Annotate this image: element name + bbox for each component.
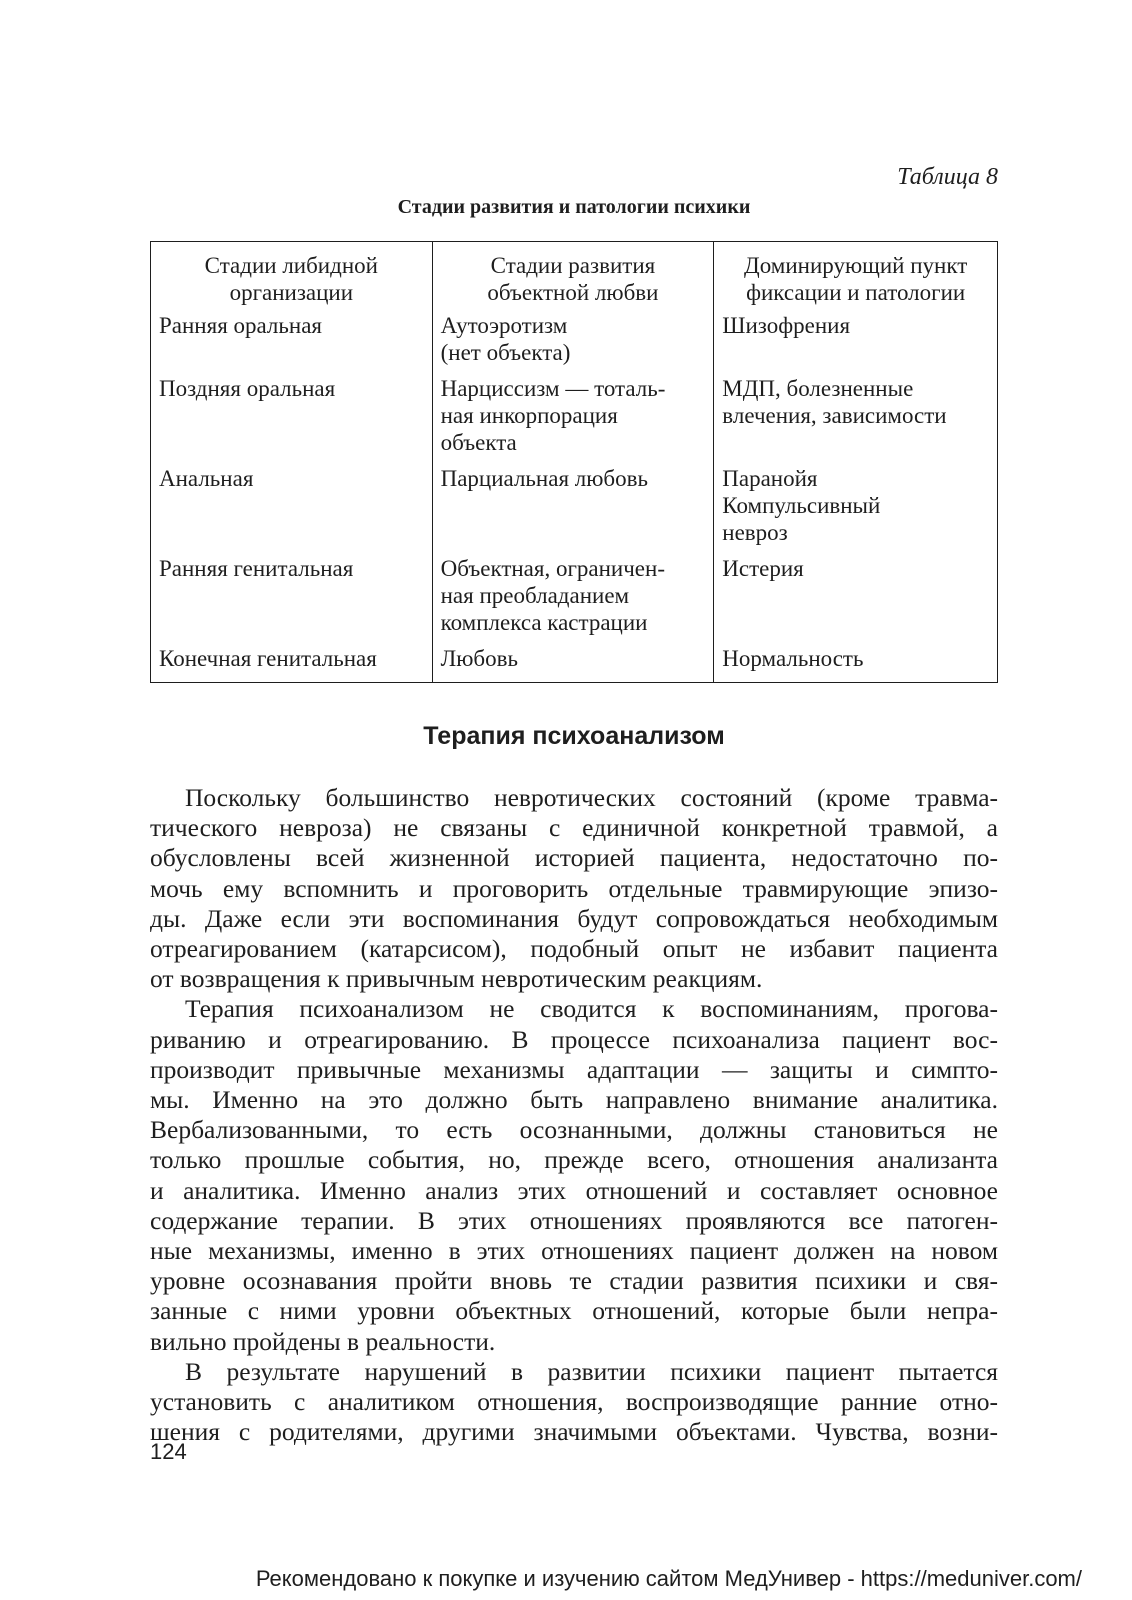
body-line: отреагированием (катарсисом), подобный опыт не избавит пациента — [150, 934, 998, 964]
cell-text: Анальная — [159, 466, 254, 491]
table-cell — [432, 555, 714, 645]
table-cell — [151, 645, 433, 683]
body-line: ды. Даже если эти воспоминания будут сопровождаться необходимым — [150, 903, 998, 933]
body-line: тического невроза) не связаны с единичной конкретной травмой, а — [150, 813, 998, 843]
table-cell — [432, 465, 714, 555]
body-line: занные с ними уровни объектных отношений, которые были непра- — [150, 1296, 998, 1326]
body-line: производит привычные механизмы адаптации — защиты и симпто- — [150, 1054, 998, 1084]
table-cell — [714, 375, 998, 465]
header-text: объектной любви — [487, 280, 659, 305]
body-line: шения с родителями, другими значимыми объектами. Чувства, возни- — [150, 1417, 998, 1447]
table-row — [151, 645, 998, 683]
header-text: организации — [229, 280, 354, 305]
header-cell-object-love — [432, 242, 714, 313]
table-row — [151, 375, 998, 465]
body-line: установить с аналитиком отношения, воспроизводящие ранние отно- — [150, 1387, 998, 1417]
cell-text: Конечная генитальная — [159, 646, 377, 671]
header-text: фиксации и патологии — [746, 280, 966, 305]
cell-text: комплекса кастрации — [440, 610, 648, 635]
table-row — [151, 465, 998, 555]
cell-text: МДП, болезненные — [722, 376, 914, 401]
table-header-row — [151, 242, 998, 313]
header-text: Доминирующий пункт — [744, 253, 968, 278]
body-line: вильно пройдены в реальности. — [150, 1326, 496, 1356]
table-cell — [714, 645, 998, 683]
cell-text: Истерия — [722, 556, 804, 581]
cell-text: влечения, зависимости — [722, 403, 947, 428]
header-text: Стадии либидной — [204, 253, 378, 278]
cell-text: Объектная, ограничен- — [440, 556, 665, 581]
table-label: Таблица 8 — [897, 164, 998, 190]
cell-text: Нарциссизм — тоталь- — [440, 376, 666, 401]
table-cell — [432, 312, 714, 375]
header-text: Стадии развития — [490, 253, 656, 278]
footer-note: Рекомендовано к покупке и изучению сайтом МедУнивер - https://meduniver.com/ — [255, 1566, 1082, 1591]
body-line: содержание терапии. В этих отношениях проявляются все патоген- — [150, 1205, 998, 1235]
body-line: риванию и отреагированию. В процессе психоанализа пациент вос- — [150, 1024, 998, 1054]
cell-text: невроз — [722, 520, 788, 545]
body-line: мы. Именно на это должно быть направлено внимание аналитика. — [150, 1085, 998, 1115]
cell-text: Парциальная любовь — [440, 466, 648, 491]
body-line: от возвращения к привычным невротическим реакциям. — [150, 964, 763, 994]
page-number: 124 — [150, 1439, 187, 1464]
table-cell — [432, 645, 714, 683]
table-cell — [714, 312, 998, 375]
cell-text: объекта — [440, 430, 517, 455]
cell-text: ная преобладанием — [440, 583, 630, 608]
table-cell — [714, 465, 998, 555]
table-cell — [151, 465, 433, 555]
table-cell — [714, 555, 998, 645]
cell-text: ная инкорпорация — [440, 403, 618, 428]
cell-text: Аутоэротизм — [440, 313, 568, 338]
cell-text: Поздняя оральная — [159, 376, 336, 401]
cell-text: (нет объекта) — [440, 340, 571, 365]
body-line: мочь ему вспомнить и проговорить отдельные травмирующие эпизо- — [150, 873, 998, 903]
cell-text: Шизофрения — [722, 313, 851, 338]
body-line: ные механизмы, именно в этих отношениях пациент должен на новом — [150, 1236, 998, 1266]
cell-text: Любовь — [440, 646, 518, 671]
table-cell — [432, 375, 714, 465]
table-row — [151, 555, 998, 645]
body-line: обусловлены всей жизненной историей пациента, недостаточно по- — [150, 843, 998, 873]
cell-text: Паранойя — [722, 466, 818, 491]
body-line: уровне осознавания пройти вновь те стадии развития психики и свя- — [150, 1266, 998, 1296]
table-cell — [151, 375, 433, 465]
table-cell — [151, 555, 433, 645]
body-line: только прошлые события, но, прежде всего, отношения анализанта — [150, 1145, 998, 1175]
stages-table — [150, 241, 998, 683]
body-text — [150, 783, 998, 1447]
body-line: Вербализованными, то есть осознанными, должны становиться не — [150, 1115, 998, 1145]
cell-text: Ранняя оральная — [159, 313, 322, 338]
cell-text: Компульсивный — [722, 493, 881, 518]
cell-text: Ранняя генитальная — [159, 556, 354, 581]
section-heading: Терапия психоанализом — [423, 722, 725, 750]
table-row — [151, 312, 998, 375]
body-line: и аналитика. Именно анализ этих отношений и составляет основное — [150, 1175, 998, 1205]
table-cell — [151, 312, 433, 375]
header-cell-libido — [151, 242, 433, 313]
cell-text: Нормальность — [722, 646, 864, 671]
body-line: В результате нарушений в развитии психики пациент пытается — [185, 1356, 998, 1386]
header-cell-fixation — [714, 242, 998, 313]
body-line: Терапия психоанализом не сводится к воспоминаниям, прогова- — [185, 994, 998, 1024]
body-line: Поскольку большинство невротических состояний (кроме травма- — [185, 783, 998, 812]
table-title: Стадии развития и патологии психики — [397, 196, 751, 218]
